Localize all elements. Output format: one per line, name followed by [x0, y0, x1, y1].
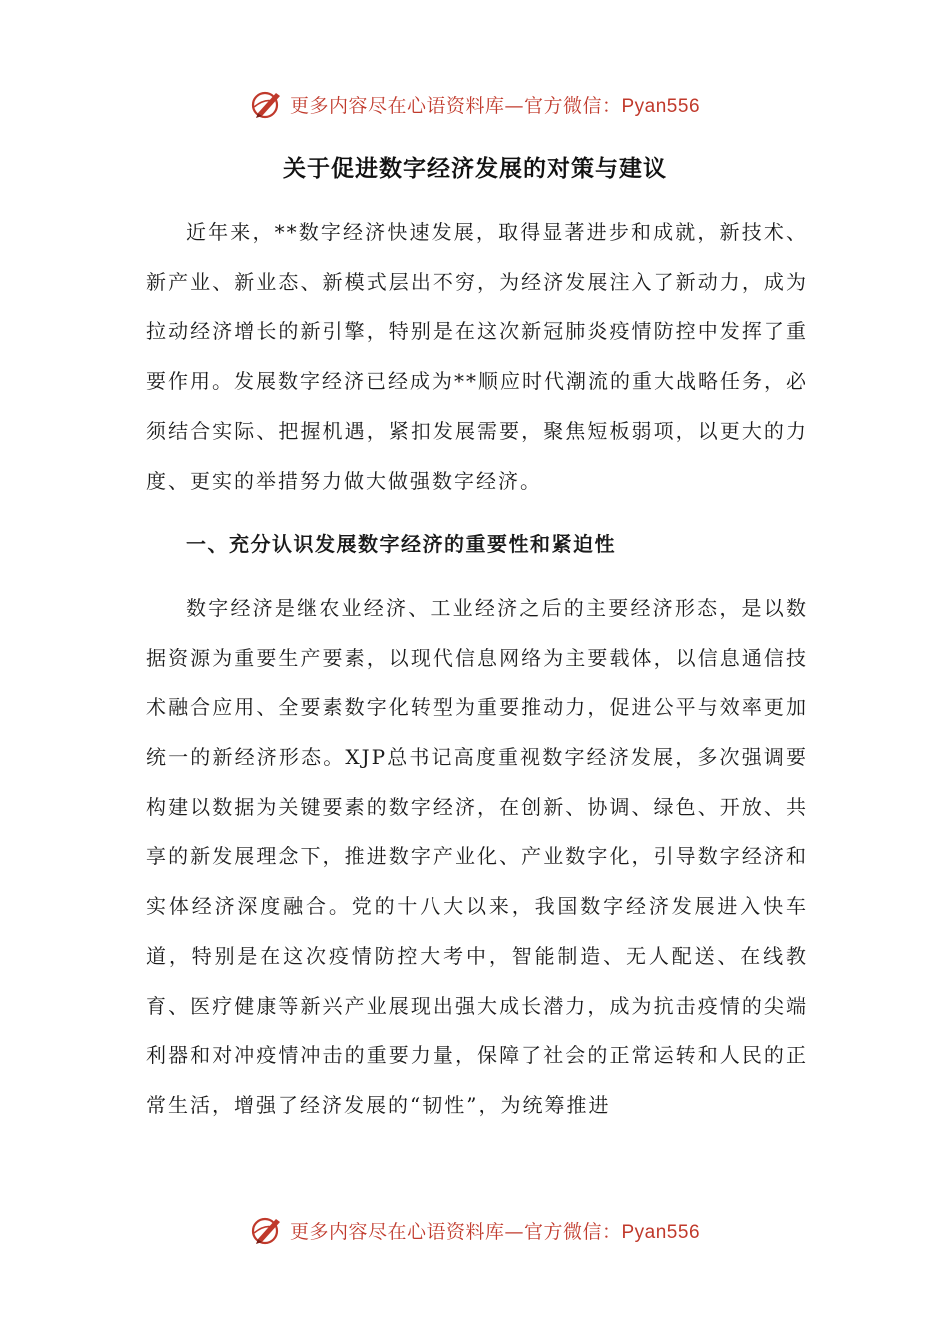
header-banner — [0, 84, 950, 124]
pen-logo-icon — [250, 87, 284, 121]
footer-banner — [0, 1210, 950, 1250]
paragraph-section-1: 数字经济是继农业经济、工业经济之后的主要经济形态，是以数据资源为重要生产要素，以现代信息网络为主要载体，以信息通信技术融合应用、全要素数字化转型为重要推动力，促进公平与效率更加统一的新经济形态。XJP总书记高度重视数字经济发展，多次强调要构建以数据为关键要素的数字经济，在创新、协调、绿色、开放、共享的新发展理念下，推进数字产业化、产业数字化，引导数字经济和实体经济深度融合。党的十八大以来，我国数字经济发展进入快车道，特别是在这次疫情防控大考中，智能制造、无人配送、在线教育、医疗健康等新兴产业展现出强大成长潜力，成为抗击疫情的尖端利器和对冲疫情冲击的重要力量，保障了社会的正常运转和人民的正常生活，增强了经济发展的“韧性”，为统筹推进 — [146, 595, 808, 1117]
pen-logo-icon — [250, 1213, 284, 1247]
section-heading: 一、充分认识发展数字经济的重要性和紧迫性 — [186, 532, 616, 557]
document-body — [146, 208, 808, 1131]
paragraph-intro: 近年来，**数字经济快速发展，取得显著进步和成就，新技术、新产业、新业态、新模式层出不穷，为经济发展注入了新动力，成为拉动经济增长的新引擎，特别是在这次新冠肺炎疫情防控中发挥了重要作用。发展数字经济已经成为**顺应时代潮流的重大战略任务，必须结合实际、把握机遇，紧扣发展需要，聚焦短板弱项，以更大的力度、更实的举措努力做大做强数字经济。 — [146, 220, 808, 493]
document-title: 关于促进数字经济发展的对策与建议 — [283, 155, 667, 182]
banner-text: 更多内容尽在心语资料库—官方微信：Pyan556 — [289, 1220, 701, 1243]
banner-text: 更多内容尽在心语资料库—官方微信：Pyan556 — [289, 94, 701, 117]
